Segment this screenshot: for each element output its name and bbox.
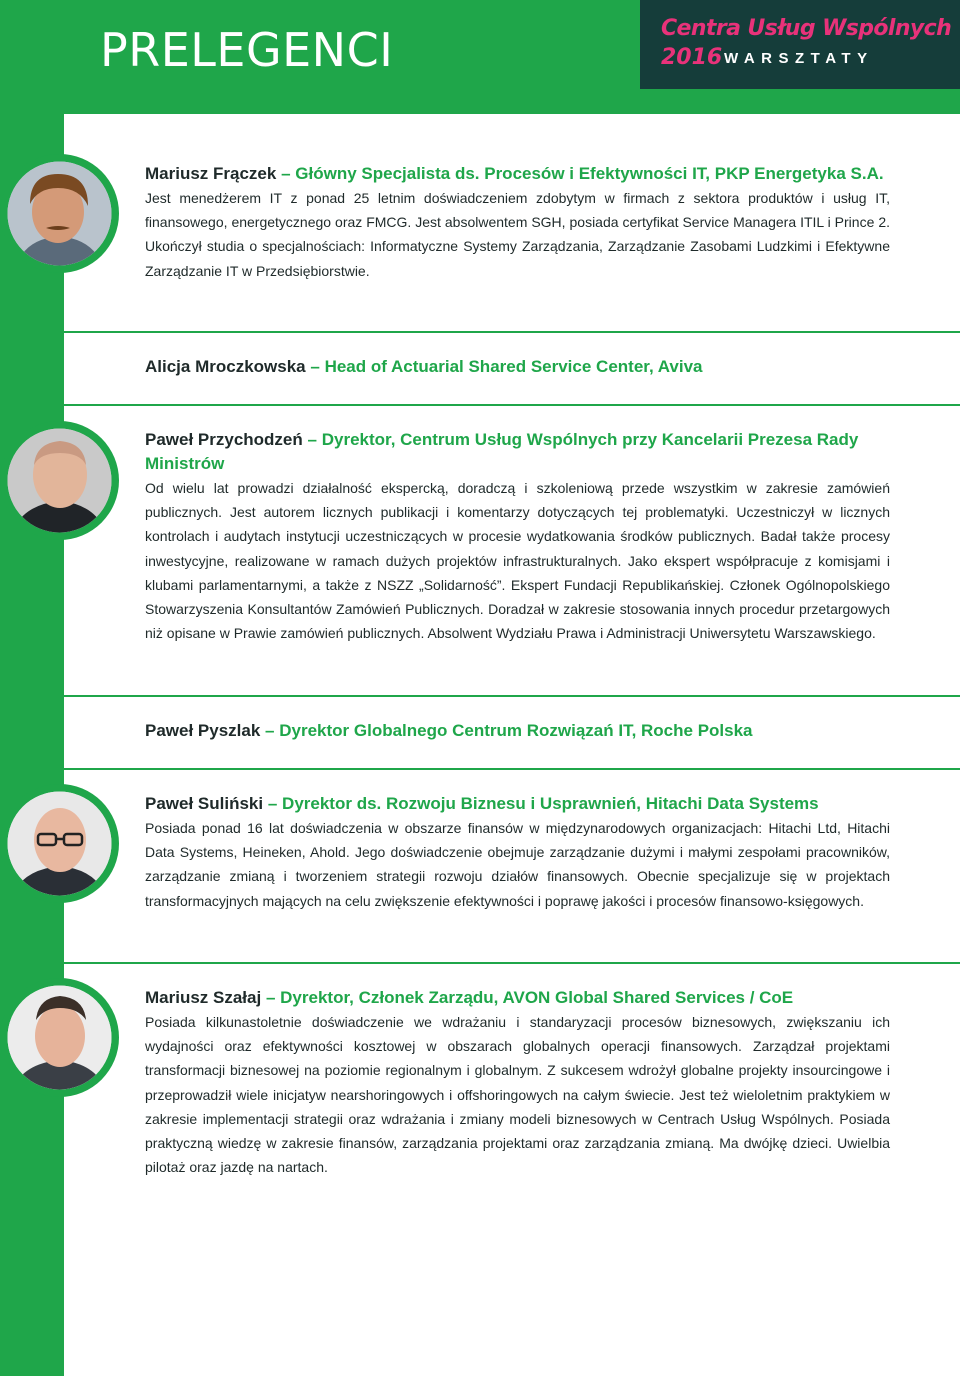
speaker-bio: Posiada ponad 16 lat doświadczenia w obszarze finansów w międzynarodowych organizacjach: Hitachi Ltd, Hitachi Data Systems, Heineken, Ahold. Jego doświadczenie obejmuje zarządzanie dużymi i małymi zespołami pracowników, zarządzanie zmianą i tworzeniem strategii rozwoju działów finansowych. Obecnie specjalizuje się w projektach transformacyjnych mających na celu zwiększenie efektywności i poprawę jakości i procesów finansowo-księgowych. bbox=[145, 820, 890, 909]
speaker-bio: Jest menedżerem IT z ponad 25 letnim doświadczeniem zdobytym w firmach z sektora produktów i usług IT, finansowego, energetycznego oraz FMCG. Jest absolwentem SGH, posiada certyfikat Service Managera ITIL i Prince 2. Ukończył studia o specjalnościach: Informatyczne Systemy Zarządzania, Zarządzanie Zasobami Ludzkimi i Efektywne Zarządzanie IT w Przedsiębiorstwie. bbox=[145, 190, 890, 279]
speaker-szalaj bbox=[145, 986, 890, 1179]
speaker-bio: Posiada kilkunastoletnie doświadczenie we wdrażaniu i standaryzacji procesów biznesowych, zwiększaniu ich wydajności oraz efektywności kosztowej w obszarach globalnych operacji finansowych. Zarządzał projektami transformacji biznesowej na poziomie regionalnym i globalnym. Z sukcesem wdrożył globalne projekty insourcingowe i przeprowadził wiele inicjatyw nearshoringowych i offshoringowych na całym świecie. Jest też wieloletnim praktykiem w zakresie implementacji strategii oraz wdrażania i zmiany modeli biznesowych w Centrach Usług Wspólnych. Posiada praktyczną wiedzę w zakresie finansów, zarządzania projektami oraz zarządzania zmianą. Ma dwójkę dzieci. Uwielbia pilotaż oraz jazdę na nartach. bbox=[145, 1014, 890, 1176]
divider bbox=[64, 695, 960, 697]
separator: – bbox=[265, 988, 276, 1007]
badge-event-name: Centra Usług Wspólnych bbox=[661, 16, 952, 41]
divider bbox=[64, 404, 960, 406]
speaker-photo-fraczek bbox=[0, 154, 119, 273]
side-band bbox=[0, 114, 64, 1376]
speaker-name: Mariusz Frączek bbox=[145, 164, 277, 183]
speaker-photo-przychodzen bbox=[0, 421, 119, 540]
speaker-mroczkowska bbox=[145, 355, 890, 379]
speaker-name: Alicja Mroczkowska bbox=[145, 357, 306, 376]
badge-subtitle: WARSZTATY bbox=[724, 50, 874, 67]
speaker-name: Paweł Suliński bbox=[145, 794, 264, 813]
speaker-pyszlak bbox=[145, 719, 890, 743]
divider bbox=[64, 331, 960, 333]
speaker-sulinski bbox=[145, 792, 890, 913]
speaker-role: Dyrektor Globalnego Centrum Rozwiązań IT, Roche Polska bbox=[279, 721, 753, 740]
speaker-heading bbox=[145, 428, 890, 476]
speaker-role: Główny Specjalista ds. Procesów i Efektywności IT, PKP Energetyka S.A. bbox=[295, 164, 884, 183]
speaker-name: Paweł Przychodzeń bbox=[145, 430, 303, 449]
speaker-bio: Od wielu lat prowadzi działalność ekspercką, doradczą i szkoleniową przede wszystkim w zakresie zamówień publicznych. Jest autorem licznych publikacji i komentarzy dotyczących tej problematyki. Uczestniczył w licznych kontrolach i audytach instytucji uczestniczących w procesie wydatkowania środków publicznych. Badał także procesy inwestycyjne, realizowane w ramach dużych projektów infrastrukturalnych. Jako ekspert współpracuje z komisjami i klubami parlamentarnymi, a także z NSZZ „Solidarność”. Ekspert Fundacji Republikańskiej. Członek Ogólnopolskiego Stowarzyszenia Konsultantów Zamówień Publicznych. Doradzał w zakresie stosowania innych procedur przetargowych niż opisane w Prawie zamówień publicznych. Absolwent Wydziału Prawa i Administracji Uniwersytetu Warszawskiego. bbox=[145, 480, 890, 642]
speaker-photo-szalaj bbox=[0, 978, 119, 1097]
speaker-heading bbox=[145, 792, 890, 816]
separator: – bbox=[307, 430, 317, 449]
divider bbox=[64, 962, 960, 964]
badge-year: 2016 bbox=[661, 45, 723, 70]
speaker-przychodzen bbox=[145, 428, 890, 645]
separator: – bbox=[267, 794, 278, 813]
speaker-heading bbox=[145, 162, 890, 186]
speaker-fraczek bbox=[145, 162, 890, 283]
speaker-heading bbox=[145, 355, 890, 379]
separator: – bbox=[310, 357, 320, 376]
separator: – bbox=[281, 164, 291, 183]
speaker-photo-sulinski bbox=[0, 784, 119, 903]
separator: – bbox=[265, 721, 275, 740]
speaker-role: Dyrektor, Członek Zarządu, AVON Global Shared Services / CoE bbox=[280, 988, 794, 1007]
speaker-name: Mariusz Szałaj bbox=[145, 988, 262, 1007]
event-badge bbox=[640, 0, 960, 89]
speaker-role: Dyrektor, Centrum Usług Wspólnych przy Kancelarii Prezesa Rady Ministrów bbox=[145, 430, 859, 473]
divider bbox=[64, 768, 960, 770]
page-title: PRELEGENCI bbox=[100, 23, 394, 77]
speaker-role: Dyrektor ds. Rozwoju Biznesu i Usprawnień, Hitachi Data Systems bbox=[282, 794, 819, 813]
speaker-role: Head of Actuarial Shared Service Center, Aviva bbox=[324, 357, 703, 376]
speaker-heading bbox=[145, 719, 890, 743]
speaker-heading bbox=[145, 986, 890, 1010]
speaker-name: Paweł Pyszlak bbox=[145, 721, 261, 740]
